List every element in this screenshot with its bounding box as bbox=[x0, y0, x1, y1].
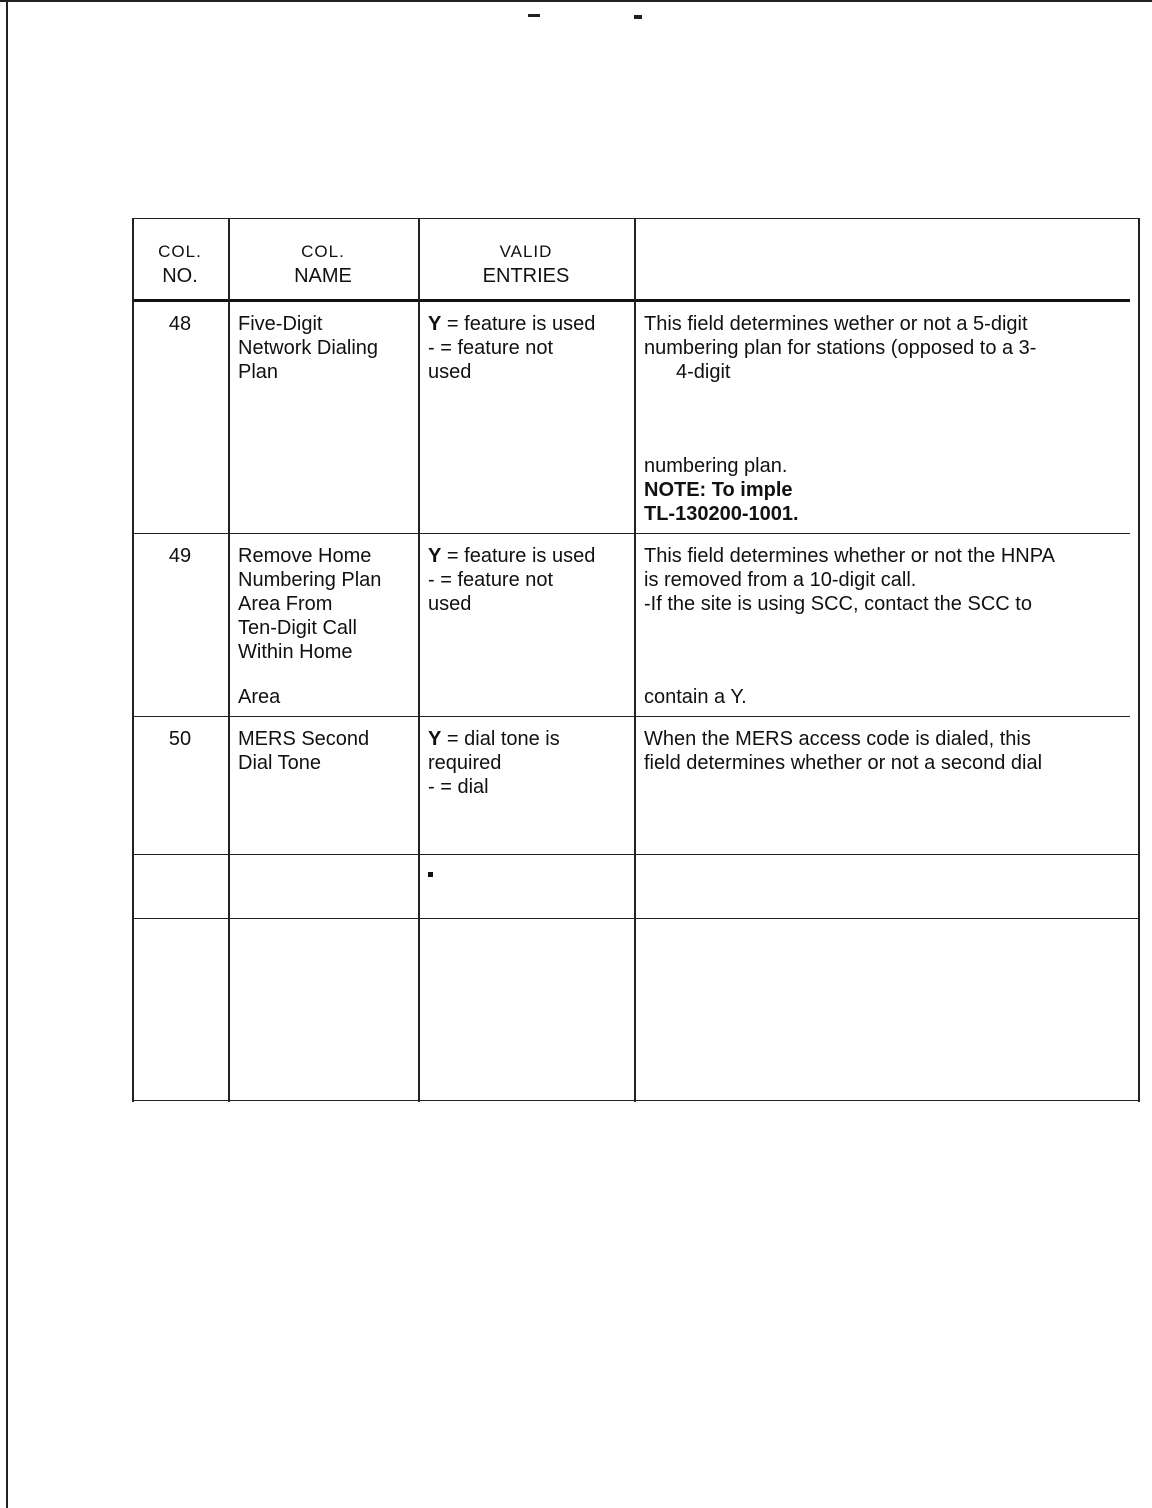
column-rule bbox=[418, 218, 420, 1102]
bullet-mark bbox=[428, 872, 433, 877]
column-rule bbox=[228, 218, 230, 1102]
desc-line: numbering plan for stations (opposed to a 3- bbox=[644, 337, 1037, 359]
row-col-name-tail: Area bbox=[238, 686, 281, 708]
row-description-tail bbox=[644, 454, 1136, 526]
header-valid-bottom: ENTRIES bbox=[482, 265, 570, 287]
name-line: Five-Digit bbox=[238, 313, 323, 335]
row-valid-entries bbox=[428, 312, 632, 384]
header-col-name-bottom: NAME bbox=[294, 265, 352, 287]
name-line: Network Dialing bbox=[238, 337, 379, 359]
name-line: Dial Tone bbox=[238, 752, 322, 774]
header-rule bbox=[132, 299, 1130, 302]
entry-text: = feature is used bbox=[441, 545, 596, 567]
entry-text: = dial tone is bbox=[441, 728, 560, 750]
row-rule bbox=[132, 716, 1130, 717]
name-line: Plan bbox=[238, 361, 279, 383]
entry-line: - = feature not bbox=[428, 569, 554, 591]
column-rule bbox=[634, 218, 636, 1102]
header-col-name-top: COL. bbox=[301, 242, 345, 261]
note-label: NOTE: To imple bbox=[644, 479, 793, 501]
row-rule bbox=[132, 918, 1140, 919]
page-left-edge bbox=[6, 0, 8, 1508]
row-description bbox=[644, 544, 1136, 616]
header-col-name bbox=[230, 240, 416, 288]
entry-key: Y bbox=[428, 728, 442, 750]
column-definition-table bbox=[132, 218, 1142, 1102]
note-reference: TL-130200-1001. bbox=[644, 503, 799, 525]
row-rule bbox=[132, 533, 1130, 534]
row-description-tail: contain a Y. bbox=[644, 686, 747, 708]
header-valid-top: VALID bbox=[499, 242, 553, 261]
table-bottom-rule bbox=[132, 1100, 1140, 1101]
entry-line: required bbox=[428, 752, 502, 774]
row-col-name bbox=[238, 312, 416, 384]
row-valid-entries bbox=[428, 544, 632, 616]
row-number: 50 bbox=[168, 728, 192, 750]
row-number: 49 bbox=[168, 545, 192, 567]
row-col-name bbox=[238, 727, 416, 775]
entry-line: - = feature not bbox=[428, 337, 554, 359]
header-col-no-bottom: NO. bbox=[162, 265, 198, 287]
scan-mark bbox=[528, 14, 540, 17]
name-line: Remove Home bbox=[238, 545, 372, 567]
entry-line: - = dial bbox=[428, 776, 489, 798]
row-number: 48 bbox=[168, 313, 192, 335]
desc-line: When the MERS access code is dialed, this bbox=[644, 728, 1031, 750]
row-valid-entries bbox=[428, 727, 632, 799]
desc-line: numbering plan. bbox=[644, 455, 788, 477]
desc-line: This field determines wether or not a 5-digit bbox=[644, 313, 1028, 335]
name-line: MERS Second bbox=[238, 728, 370, 750]
name-line: Ten-Digit Call bbox=[238, 617, 357, 639]
header-col-no bbox=[134, 240, 226, 288]
row-col-name bbox=[238, 544, 416, 664]
row-description bbox=[644, 312, 1136, 384]
desc-line: This field determines whether or not the HNPA bbox=[644, 545, 1055, 567]
header-col-no-top: COL. bbox=[158, 242, 202, 261]
name-line: Area From bbox=[238, 593, 333, 615]
entry-line: used bbox=[428, 593, 472, 615]
desc-line: -If the site is using SCC, contact the SCC to bbox=[644, 593, 1032, 615]
table-left-rule bbox=[132, 218, 134, 1102]
desc-line: field determines whether or not a second dial bbox=[644, 752, 1043, 774]
name-line: Numbering Plan bbox=[238, 569, 382, 591]
header-valid-entries bbox=[420, 240, 632, 288]
row-description bbox=[644, 727, 1136, 775]
row-rule bbox=[132, 854, 1140, 855]
name-line: Within Home bbox=[238, 641, 353, 663]
desc-line: is removed from a 10-digit call. bbox=[644, 569, 917, 591]
entry-line: used bbox=[428, 361, 472, 383]
desc-line: 4-digit bbox=[676, 361, 731, 383]
entry-text: = feature is used bbox=[441, 313, 596, 335]
table-right-rule bbox=[1138, 218, 1140, 1102]
entry-key: Y bbox=[428, 313, 442, 335]
entry-key: Y bbox=[428, 545, 442, 567]
scan-mark bbox=[634, 15, 642, 19]
page-top-edge bbox=[0, 0, 1152, 2]
